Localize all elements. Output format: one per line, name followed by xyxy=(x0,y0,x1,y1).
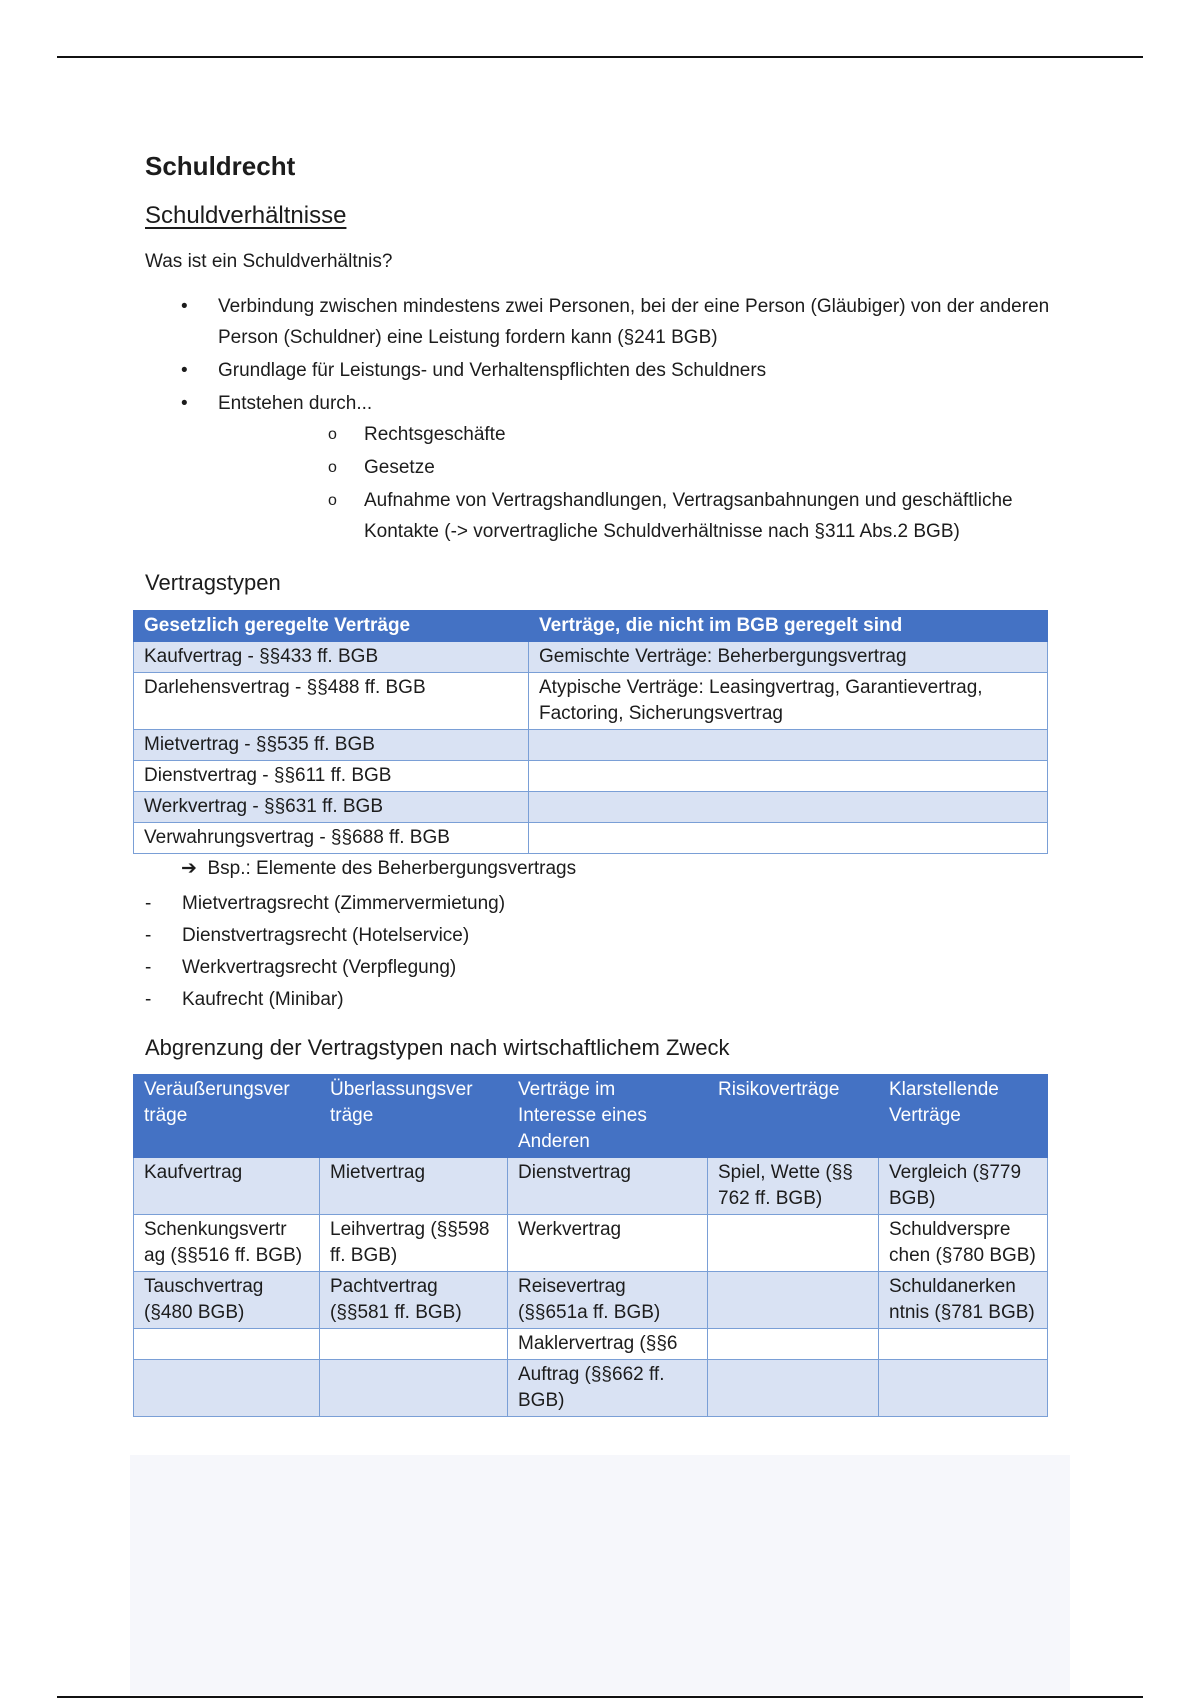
bullet-icon: • xyxy=(181,392,188,414)
bullet-icon: • xyxy=(181,359,188,381)
list-item: - Kaufrecht (Minibar) xyxy=(145,984,1065,1016)
table-row xyxy=(134,641,1048,672)
table-header-row xyxy=(134,610,1048,641)
table-row xyxy=(134,1158,1048,1215)
table-header-cell: Überlassungsver träge xyxy=(320,1075,508,1158)
sub-list xyxy=(218,419,1065,547)
sub-list-item: o Gesetze xyxy=(218,452,1065,483)
list-item: - Mietvertragsrecht (Zimmervermietung) xyxy=(145,888,1065,920)
table-cell: Werkvertrag - §§631 ff. BGB xyxy=(134,791,529,822)
page-title: Schuldrecht xyxy=(145,151,296,181)
table-cell: Auftrag (§§662 ff. BGB) xyxy=(508,1360,708,1417)
table-header-cell: Verträge im Interesse eines Anderen xyxy=(508,1075,708,1158)
list-item: - Dienstvertragsrecht (Hotelservice) xyxy=(145,920,1065,952)
footer-rule xyxy=(57,1696,1143,1698)
table-cell xyxy=(879,1329,1048,1360)
section-heading-schuldverhaeltnisse: Schuldverhältnisse xyxy=(145,201,347,229)
dash-icon: - xyxy=(145,924,152,946)
table-cell: Vergleich (§779 BGB) xyxy=(879,1158,1048,1215)
table-header-row xyxy=(134,1075,1048,1158)
table-cell: Schuldverspre chen (§780 BGB) xyxy=(879,1215,1048,1272)
table-row xyxy=(134,822,1048,853)
list-item: - Werkvertragsrecht (Verpflegung) xyxy=(145,952,1065,984)
table-cell xyxy=(708,1329,879,1360)
table-cell: Leihvertrag (§§598 ff. BGB) xyxy=(320,1215,508,1272)
scan-shadow-area xyxy=(130,1455,1070,1695)
table-cell xyxy=(320,1360,508,1417)
table-header-cell: Risikoverträge xyxy=(708,1075,879,1158)
table-cell: Mietvertrag xyxy=(320,1158,508,1215)
table-cell: Schuldanerken ntnis (§781 BGB) xyxy=(879,1272,1048,1329)
abgrenzung-heading: Abgrenzung der Vertragstypen nach wirtschaftlichem Zweck xyxy=(145,1034,730,1060)
vertragstypen-section xyxy=(145,569,1065,1016)
table-cell: Werkvertrag xyxy=(508,1215,708,1272)
table-row xyxy=(134,1329,1048,1360)
table-cell xyxy=(134,1329,320,1360)
table-cell: Atypische Verträge: Leasingvertrag, Garantievertrag, Factoring, Sicherungsvertrag xyxy=(529,672,1048,729)
table-cell: Kaufvertrag xyxy=(134,1158,320,1215)
table-cell: Pachtvertrag (§§581 ff. BGB) xyxy=(320,1272,508,1329)
table-cell: Dienstvertrag xyxy=(508,1158,708,1215)
table-header-cell: Verträge, die nicht im BGB geregelt sind xyxy=(529,610,1048,641)
example-label: ➔ Bsp.: Elemente des Beherbergungsvertrags xyxy=(181,857,577,879)
circle-bullet-icon: o xyxy=(328,458,337,476)
abgrenzung-section xyxy=(145,1034,1065,1418)
sub-list-item: o Aufnahme von Vertragshandlungen, Vertragsanbahnungen und geschäftliche Kontakte (-> vorvertragliche Schuldverhältnisse nach §311 Abs.2 BGB) xyxy=(218,485,1065,547)
table-cell: Maklervertrag (§§6 xyxy=(508,1329,708,1360)
table-header-cell: Veräußerungsver träge xyxy=(134,1075,320,1158)
dash-icon: - xyxy=(145,988,152,1010)
dash-icon: - xyxy=(145,892,152,914)
circle-bullet-icon: o xyxy=(328,425,337,443)
table-cell: Dienstvertrag - §§611 ff. BGB xyxy=(134,760,529,791)
table-cell: Gemischte Verträge: Beherbergungsvertrag xyxy=(529,641,1048,672)
table-header-cell: Klarstellende Verträge xyxy=(879,1075,1048,1158)
sub-list-item: o Rechtsgeschäfte xyxy=(218,419,1065,450)
table-row xyxy=(134,1360,1048,1417)
table-cell xyxy=(708,1215,879,1272)
table-row xyxy=(134,791,1048,822)
table-cell: Spiel, Wette (§§ 762 ff. BGB) xyxy=(708,1158,879,1215)
document-page xyxy=(145,140,1065,1417)
table-cell: Reisevertrag (§§651a ff. BGB) xyxy=(508,1272,708,1329)
table-cell xyxy=(708,1360,879,1417)
vertragstypen-heading: Vertragstypen xyxy=(145,569,281,595)
table-cell xyxy=(879,1360,1048,1417)
list-item: • Verbindung zwischen mindestens zwei Personen, bei der eine Person (Gläubiger) von der anderen Person (Schuldner) eine Leistung fordern kann (§241 BGB) xyxy=(145,291,1065,353)
bullet-icon: • xyxy=(181,295,188,317)
table-cell: Mietvertrag - §§535 ff. BGB xyxy=(134,729,529,760)
table-cell xyxy=(134,1360,320,1417)
circle-bullet-icon: o xyxy=(328,491,337,509)
table-cell: Tauschvertrag (§480 BGB) xyxy=(134,1272,320,1329)
example-list xyxy=(145,888,1065,1016)
table-cell xyxy=(529,822,1048,853)
table-cell xyxy=(708,1272,879,1329)
list-item: • Grundlage für Leistungs- und Verhaltenspflichten des Schuldners xyxy=(145,355,1065,386)
table-cell xyxy=(529,760,1048,791)
table-cell: Darlehensvertrag - §§488 ff. BGB xyxy=(134,672,529,729)
table-header-cell: Gesetzlich geregelte Verträge xyxy=(134,610,529,641)
vertragstypen-table xyxy=(133,610,1048,854)
table-cell xyxy=(529,791,1048,822)
question-text: Was ist ein Schuldverhältnis? xyxy=(145,250,393,272)
table-cell: Kaufvertrag - §§433 ff. BGB xyxy=(134,641,529,672)
arrow-right-icon: ➔ xyxy=(181,857,197,879)
table-cell xyxy=(320,1329,508,1360)
definition-list xyxy=(145,291,1065,547)
abgrenzung-table xyxy=(133,1074,1048,1417)
table-cell: Schenkungsvertr ag (§§516 ff. BGB) xyxy=(134,1215,320,1272)
header-rule xyxy=(57,56,1143,58)
table-row xyxy=(134,1215,1048,1272)
table-cell: Verwahrungsvertrag - §§688 ff. BGB xyxy=(134,822,529,853)
dash-icon: - xyxy=(145,956,152,978)
table-cell xyxy=(529,729,1048,760)
table-row xyxy=(134,1272,1048,1329)
table-row xyxy=(134,729,1048,760)
list-item: • Entstehen durch... o Rechtsgeschäfte o Gesetze o Aufnahme von Vertragshandlungen, Vertragsanbahnungen und geschäftliche Kontakte (-> vorvertragliche Schuldverhältnisse nach §311 Abs.2 BGB) xyxy=(145,388,1065,547)
table-row xyxy=(134,672,1048,729)
table-row xyxy=(134,760,1048,791)
